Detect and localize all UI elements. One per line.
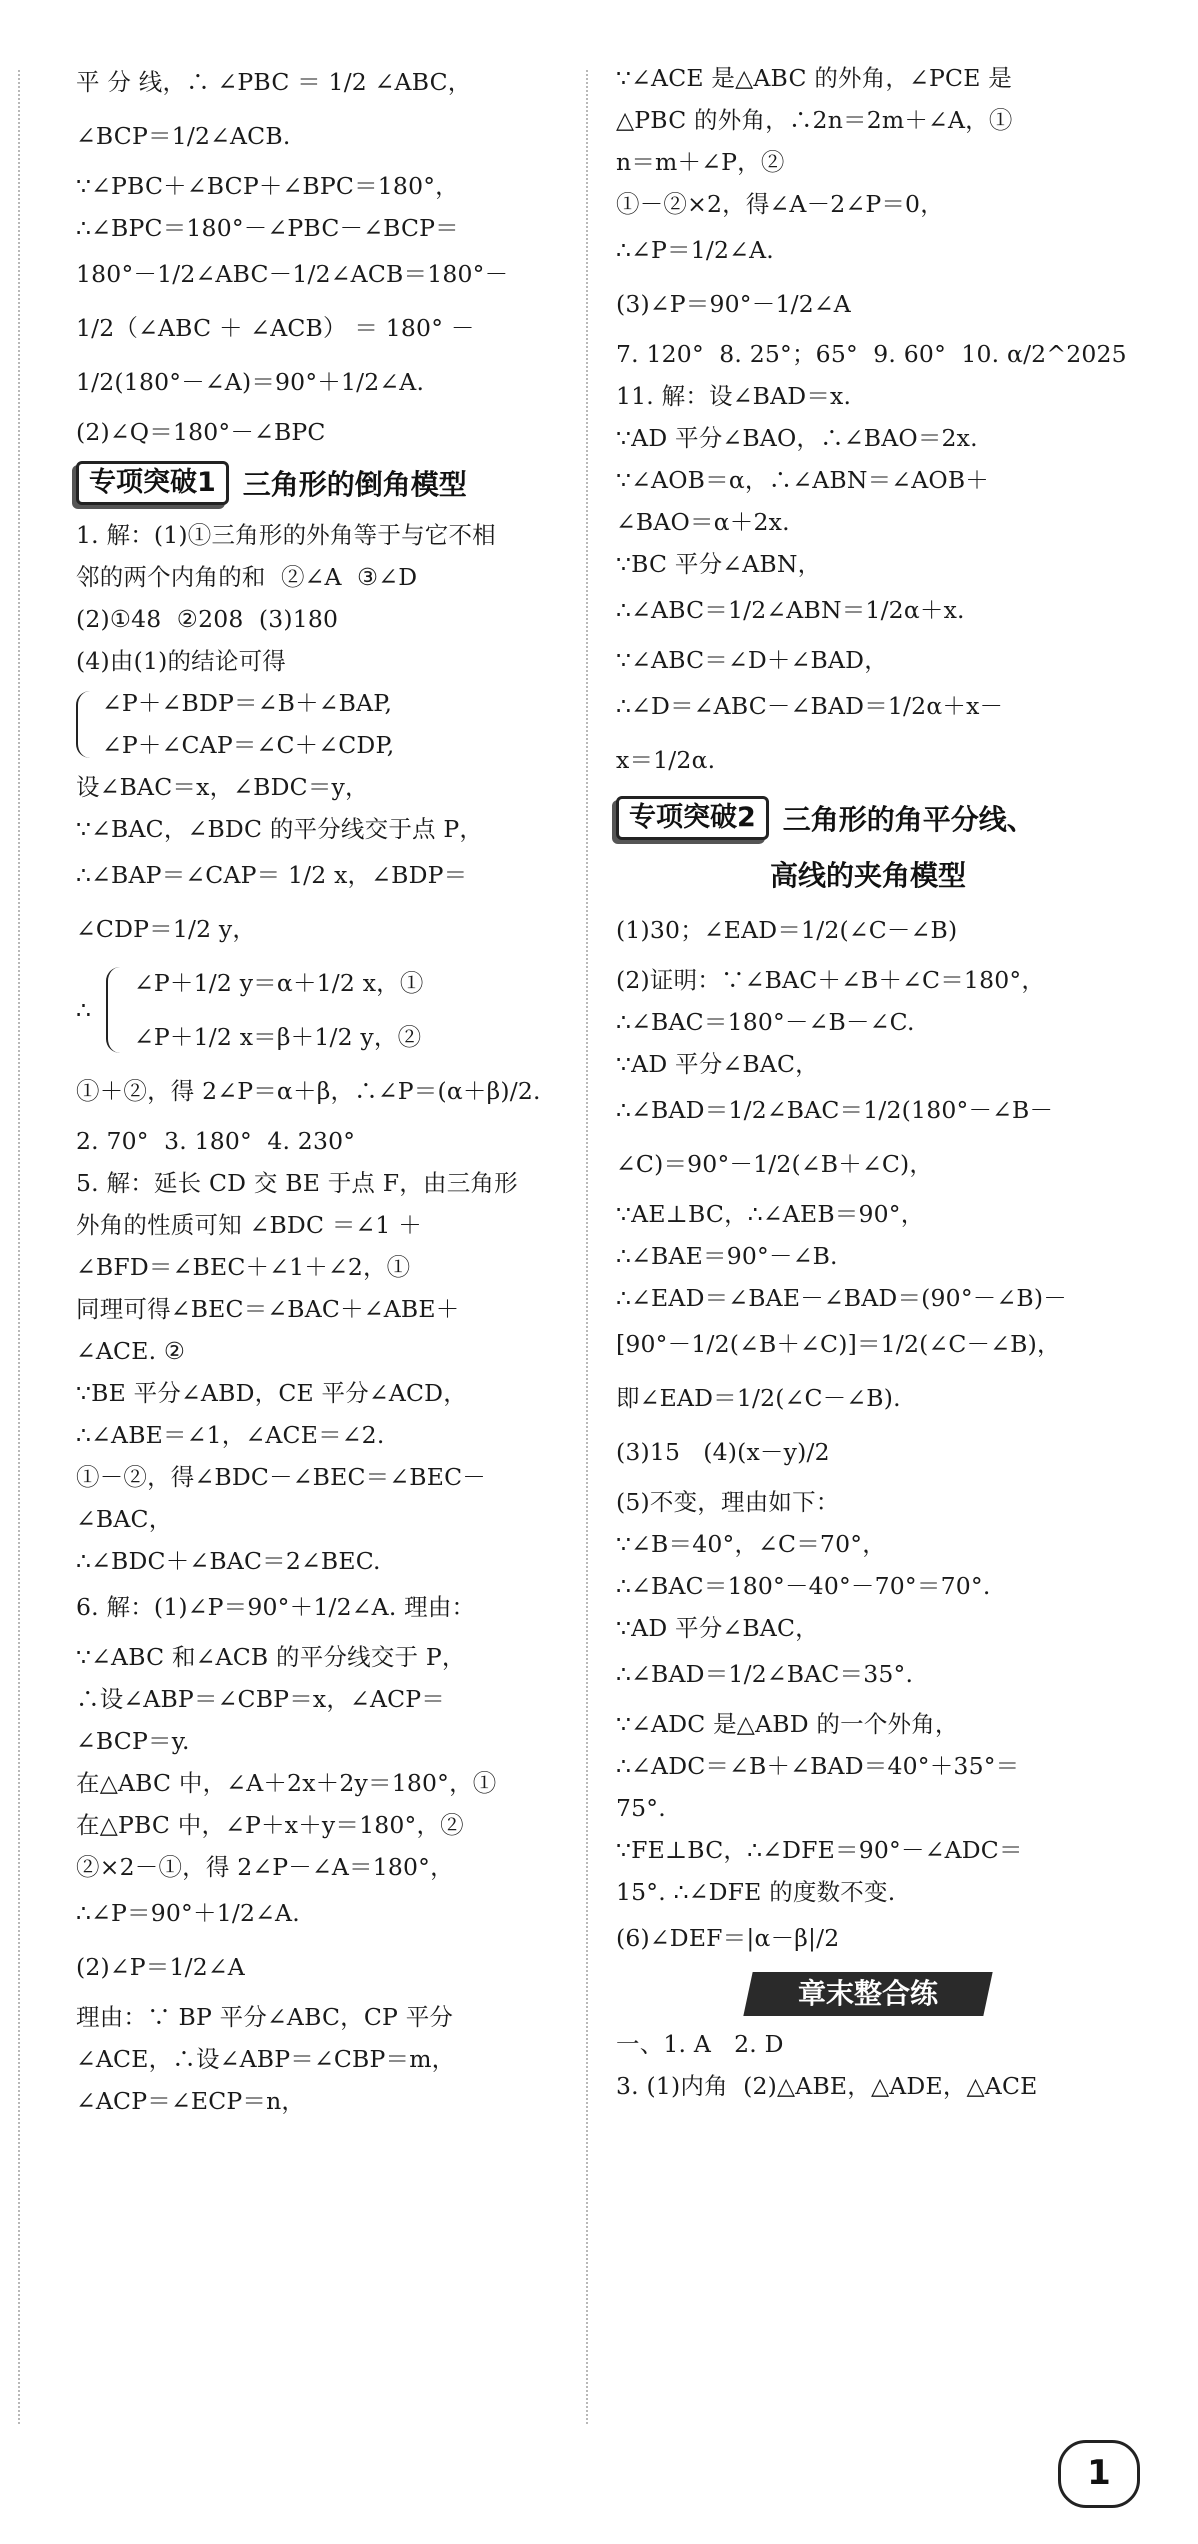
text-line: ∴∠BAE＝90°－∠B.	[616, 1242, 838, 1270]
text-line: ∠C)＝90°－1/2(∠B＋∠C)，	[616, 1150, 934, 1178]
question-1	[76, 519, 554, 1111]
text-line: ∴∠BAC＝180°－40°－70°＝70°.	[616, 1572, 991, 1600]
text-line: ∠P＋∠CAP＝∠C＋∠CDP,	[102, 731, 395, 759]
text-line: 6. 解：(1)∠P＝90°＋1/2∠A. 理由：	[76, 1593, 476, 1621]
text-line: ∵∠AOB＝α，∴∠ABN＝∠AOB＋	[616, 466, 990, 494]
page-number: 1	[1058, 2440, 1140, 2508]
text-line: ∵AD 平分∠BAO，∴∠BAO＝2x.	[616, 424, 978, 452]
text-line: ∴∠EAD＝∠BAE－∠BAD＝(90°－∠B)－	[616, 1284, 1067, 1312]
text-line: ①－②×2，得∠A－2∠P＝0，	[616, 190, 944, 218]
section-header-1	[76, 459, 554, 507]
text-line: △PBC 的外角，∴2n＝2m＋∠A，①	[616, 106, 1013, 134]
text-line: ∠ACP＝∠ECP＝n，	[76, 2087, 306, 2115]
text-line: 在△PBC 中，∠P＋x＋y＝180°，②	[76, 1811, 464, 1839]
column-divider-dotted-line	[586, 70, 588, 2424]
left-margin-dotted-line	[18, 70, 20, 2424]
text-line: (2)①48 ②208 (3)180	[76, 605, 339, 633]
text-line: ∴∠D＝∠ABC－∠BAD＝1/2α＋x－	[616, 692, 1004, 720]
equation-system	[76, 963, 554, 1057]
text-line: 外角的性质可知 ∠BDC ＝∠1 ＋	[76, 1211, 422, 1239]
text-line: 15°. ∴∠DFE 的度数不变.	[616, 1878, 896, 1906]
text-line: ∴∠ADC＝∠B＋∠BAD＝40°＋35°＝	[616, 1752, 1020, 1780]
text-line: 在△ABC 中，∠A＋2x＋2y＝180°，①	[76, 1769, 497, 1797]
text-line: 平 分 线，∴ ∠PBC ＝ 1/2 ∠ABC，	[76, 68, 472, 96]
text-line: 理由：∵ BP 平分∠ABC，CP 平分	[76, 2003, 454, 2031]
text-line: ∵∠ABC 和∠ACB 的平分线交于 P，	[76, 1643, 466, 1671]
text-line: 5. 解：延长 CD 交 BE 于点 F，由三角形	[76, 1169, 518, 1197]
text-line: 1/2（∠ABC ＋ ∠ACB） ＝ 180° －	[76, 314, 475, 342]
text-line: ∠BAC，	[76, 1505, 173, 1533]
section-badge: 专项突破1	[76, 461, 229, 505]
text-line: ∠BAO＝α＋2x.	[616, 508, 790, 536]
text-line: [90°－1/2(∠B＋∠C)]＝1/2(∠C－∠B)，	[616, 1330, 1061, 1358]
text-line: (3)15 (4)(x－y)/2	[616, 1438, 830, 1466]
text-line: (2)证明：∵∠BAC＋∠B＋∠C＝180°，	[616, 966, 1046, 994]
text-line: ∵AE⊥BC，∴∠AEB＝90°，	[616, 1200, 925, 1228]
text-line: ∴∠ABE＝∠1，∠ACE＝∠2.	[76, 1421, 385, 1449]
question-6-continued	[616, 62, 1120, 324]
left-column	[76, 62, 554, 2127]
section-title-line2: 高线的夹角模型	[769, 859, 966, 892]
text-line: ∵∠ABC＝∠D＋∠BAD，	[616, 646, 888, 674]
question-5	[76, 1167, 554, 1578]
text-line: 即∠EAD＝1/2(∠C－∠B).	[616, 1384, 901, 1412]
text-line: ∵AD 平分∠BAC，	[616, 1614, 819, 1642]
text-line: 同理可得∠BEC＝∠BAC＋∠ABE＋	[76, 1295, 460, 1323]
text-line: ②×2－①，得 2∠P－∠A＝180°，	[76, 1853, 454, 1881]
text-line: ∠P＋1/2 y＝α＋1/2 x，①	[134, 969, 424, 997]
chapter-review-banner	[743, 1972, 992, 2016]
text-line: (5)不变，理由如下：	[616, 1488, 840, 1516]
text-line: ∵∠PBC＋∠BCP＋∠BPC＝180°，	[76, 172, 459, 200]
text-line: ∠P＋∠BDP＝∠B＋∠BAP,	[102, 689, 393, 717]
continued-proof	[76, 62, 554, 449]
text-line: 180°－1/2∠ABC－1/2∠ACB＝180°－	[76, 260, 509, 288]
text-line: ∠CDP＝1/2 y，	[76, 915, 257, 943]
question-11	[616, 380, 1120, 780]
text-line: 1/2(180°－∠A)＝90°＋1/2∠A.	[76, 368, 425, 396]
answers-7-10: 7. 120° 8. 25°；65° 9. 60° 10. α/2^2025	[616, 340, 1127, 368]
text-line: ∠ACE，∴设∠ABP＝∠CBP＝m，	[76, 2045, 456, 2073]
text-line: ∵AD 平分∠BAC，	[616, 1050, 819, 1078]
text-line: ∵BC 平分∠ABN，	[616, 550, 822, 578]
therefore-symbol: ∴	[76, 996, 91, 1024]
section-title: 三角形的倒角模型	[242, 468, 467, 501]
text-line: ∵∠ACE 是△ABC 的外角，∠PCE 是	[616, 64, 1012, 92]
text-line: ∴∠BAD＝1/2∠BAC＝1/2(180°－∠B－	[616, 1096, 1054, 1124]
text-line: 11. 解：设∠BAD＝x.	[616, 382, 852, 410]
text-line: ∴∠ABC＝1/2∠ABN＝1/2α＋x.	[616, 596, 965, 624]
text-line: ∴∠BPC＝180°－∠PBC－∠BCP＝	[76, 214, 459, 242]
equation-system	[76, 687, 554, 762]
text-line: ∴∠BAC＝180°－∠B－∠C.	[616, 1008, 915, 1036]
text-line: 设∠BAC＝x，∠BDC＝y，	[76, 773, 369, 801]
text-line: ∵FE⊥BC，∴∠DFE＝90°－∠ADC＝	[616, 1836, 1023, 1864]
text-line: (3)∠P＝90°－1/2∠A	[616, 290, 851, 318]
text-line: ①－②，得∠BDC－∠BEC＝∠BEC－	[76, 1463, 486, 1491]
text-line: 75°.	[616, 1794, 666, 1822]
text-line: x＝1/2α.	[616, 746, 716, 774]
text-line: ∴设∠ABP＝∠CBP＝x，∠ACP＝	[76, 1685, 446, 1713]
text-line: n＝m＋∠P，②	[616, 148, 785, 176]
text-line: ∴∠BAD＝1/2∠BAC＝35°.	[616, 1660, 914, 1688]
text-line: 3. (1)内角 (2)△ABE，△ADE，△ACE	[616, 2072, 1038, 2100]
text-line: ∴∠P＝90°＋1/2∠A.	[76, 1899, 300, 1927]
right-column	[616, 62, 1127, 2112]
question-6	[76, 1587, 554, 2118]
text-line: (2)∠P＝1/2∠A	[76, 1953, 245, 1981]
text-line: ∴∠P＝1/2∠A.	[616, 236, 774, 264]
text-line: (6)∠DEF＝|α－β|/2	[616, 1924, 840, 1952]
text-line: ∴∠BDC＋∠BAC＝2∠BEC.	[76, 1547, 381, 1575]
answers-2-4: 2. 70° 3. 180° 4. 230°	[76, 1127, 356, 1155]
text-line: (4)由(1)的结论可得	[76, 647, 286, 675]
section-header-2	[616, 794, 1120, 842]
text-line: ∵∠B＝40°，∠C＝70°，	[616, 1530, 886, 1558]
text-line: ∠P＋1/2 x＝β＋1/2 y，②	[134, 1023, 422, 1051]
text-line: ∵∠ADC 是△ABD 的一个外角，	[616, 1710, 959, 1738]
left-brace	[76, 691, 92, 758]
text-line: 1. 解：(1)①三角形的外角等于与它不相	[76, 521, 496, 549]
text-line: (1)30；∠EAD＝1/2(∠C－∠B)	[616, 916, 958, 944]
text-line: 邻的两个内角的和 ②∠A ③∠D	[76, 563, 418, 591]
text-line: ①＋②，得 2∠P＝α＋β，∴∠P＝(α＋β)/2.	[76, 1077, 541, 1105]
text-line: ∠BCP＝1/2∠ACB.	[76, 122, 291, 150]
text-line: (2)∠Q＝180°－∠BPC	[76, 418, 326, 446]
text-line: 一、1. A 2. D	[616, 2030, 784, 2058]
section-2-answers	[616, 910, 1120, 1958]
text-line: ∵BE 平分∠ABD，CE 平分∠ACD，	[76, 1379, 467, 1407]
section-title: 三角形的角平分线、	[782, 803, 1035, 836]
text-line: ∵∠BAC，∠BDC 的平分线交于点 P，	[76, 815, 484, 843]
chapter-review-title: 章末整合练	[797, 1977, 938, 2010]
text-line: ∴∠BAP＝∠CAP＝ 1/2 x，∠BDP＝	[76, 861, 468, 889]
text-line: ∠ACE. ②	[76, 1337, 186, 1365]
section-badge: 专项突破2	[616, 796, 769, 840]
left-brace	[106, 967, 122, 1053]
text-line: ∠BFD＝∠BEC＋∠1＋∠2，①	[76, 1253, 411, 1281]
text-line: ∠BCP＝y.	[76, 1727, 190, 1755]
